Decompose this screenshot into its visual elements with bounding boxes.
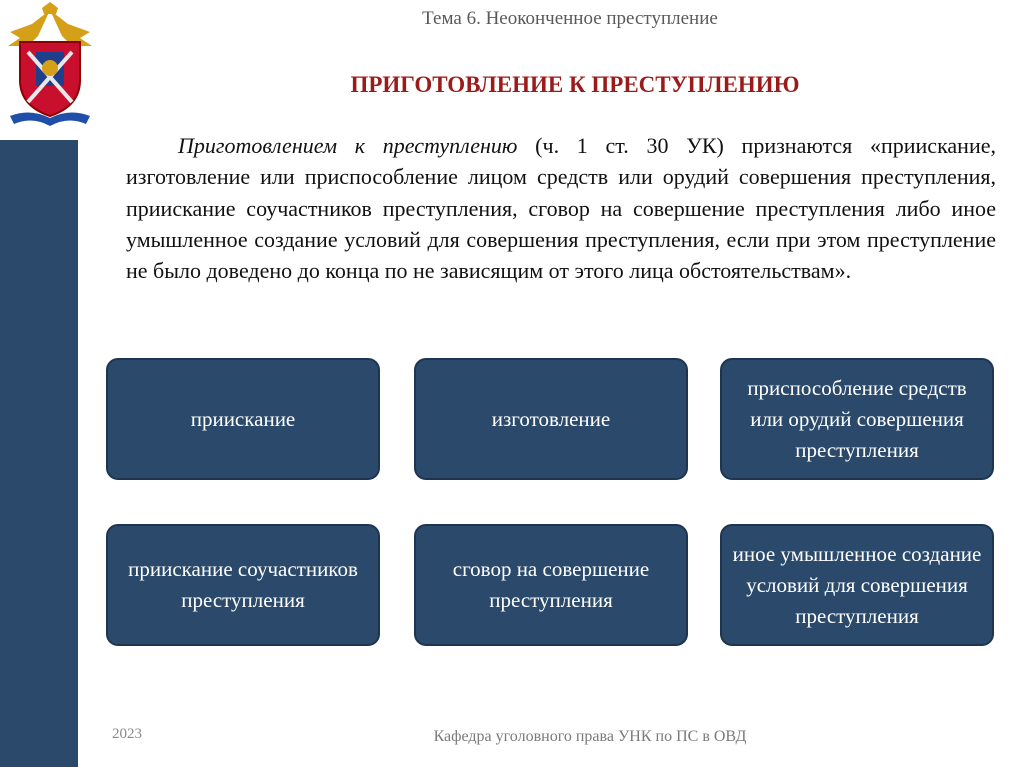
definition-term: Приготовлением к преступлению <box>178 133 518 158</box>
form-box-accomplices <box>106 524 380 646</box>
definition-text: (ч. 1 ст. 30 УК) признаются «приискание, изготовление или приспособление лицом средств или орудий совершения преступления, приискание соучастников преступления, сговор на совершение преступления либо иное умышленное создание условий для совершения преступления, если при этом преступление не было доведено до конца по не зависящим от этого лица обстоятельствам». <box>126 133 996 284</box>
form-box-adaptation <box>720 358 994 480</box>
definition-paragraph <box>126 130 996 286</box>
page-title: ПРИГОТОВЛЕНИЕ К ПРЕСТУПЛЕНИЮ <box>350 72 800 97</box>
form-box-label: приспособление средств или орудий совершения преступления <box>747 375 967 462</box>
side-bar <box>0 140 78 767</box>
form-box-label: иное умышленное создание условий для совершения преступления <box>732 541 982 628</box>
form-box-searching <box>106 358 380 480</box>
topic-title: Тема 6. Неоконченное преступление <box>422 8 718 29</box>
form-box-other-conditions <box>720 524 994 646</box>
footer-year: 2023 <box>112 726 142 742</box>
form-box-label: изготовление <box>491 406 611 431</box>
emblem-icon <box>2 2 98 130</box>
form-box-label: сговор на совершение преступления <box>452 557 650 612</box>
footer-department: Кафедра уголовного права УНК по ПС в ОВД <box>433 728 747 745</box>
form-box-label: приискание <box>190 406 296 431</box>
form-box-label: приискание соучастников преступления <box>128 557 358 612</box>
form-box-manufacturing <box>414 358 688 480</box>
form-box-conspiracy <box>414 524 688 646</box>
